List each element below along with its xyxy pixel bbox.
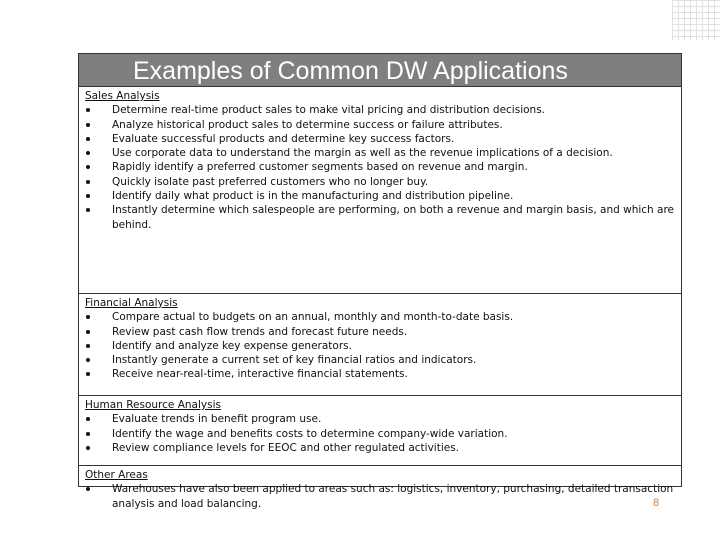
list-item [85, 160, 675, 174]
slide-title: Examples of Common DW Applications [133, 57, 568, 85]
list-item [85, 412, 675, 426]
bullet-icon [86, 137, 90, 141]
section-human-resource-analysis [79, 396, 681, 466]
bullet-icon [86, 330, 90, 334]
list-item-text: Instantly generate a current set of key financial ratios and indicators. [112, 354, 477, 367]
bullet-icon [86, 358, 90, 362]
section-heading: Sales Analysis [85, 90, 160, 102]
list-item [85, 132, 675, 146]
list-item [85, 353, 675, 367]
page-number: 8 [653, 497, 660, 509]
bullet-icon [86, 372, 90, 376]
bullet-icon [86, 208, 90, 212]
section-sales-analysis [79, 87, 681, 294]
list-item [85, 103, 675, 117]
section-heading: Financial Analysis [85, 297, 178, 309]
bullet-icon [86, 165, 90, 169]
list-item [85, 325, 675, 339]
list-item-text: Compare actual to budgets on an annual, monthly and month-to-date basis. [112, 311, 514, 324]
list-item [85, 427, 675, 441]
bullet-icon [86, 417, 90, 421]
title-bar [79, 54, 681, 87]
list-item [85, 339, 675, 353]
bullet-icon [86, 315, 90, 319]
list-item-text: Review past cash flow trends and forecast future needs. [112, 325, 408, 338]
corner-grid-decoration [672, 0, 720, 40]
list-item-text: Use corporate data to understand the margin as well as the revenue implications of a decision. [112, 147, 613, 160]
list-item-text: Rapidly identify a preferred customer segments based on revenue and margin. [112, 161, 528, 174]
bullet-icon [86, 487, 90, 491]
list-item [85, 118, 675, 132]
list-item-text: Analyze historical product sales to determine success or failure attributes. [112, 118, 503, 131]
bullet-icon [86, 446, 90, 450]
list-item [85, 203, 675, 232]
list-item-text: Instantly determine which salespeople are performing, on both a revenue and margin basis, and which are behind. [112, 204, 675, 231]
list-item-text: Identify and analyze key expense generators. [112, 339, 352, 352]
list-item-text: Evaluate successful products and determine key success factors. [112, 132, 455, 145]
bullet-icon [86, 194, 90, 198]
list-item-text: Review compliance levels for EEOC and other regulated activities. [112, 441, 460, 454]
section-financial-analysis [79, 294, 681, 396]
list-item [85, 146, 675, 160]
bullet-icon [86, 432, 90, 436]
section-heading: Human Resource Analysis [85, 399, 221, 411]
list-item-text: Receive near-real-time, interactive financial statements. [112, 368, 408, 381]
list-item [85, 441, 675, 455]
list-item-text: Identify the wage and benefits costs to determine company-wide variation. [112, 427, 508, 440]
list-item-text: Evaluate trends in benefit program use. [112, 413, 322, 426]
bullet-list [85, 103, 675, 232]
list-item [85, 482, 675, 511]
bullet-list [85, 482, 675, 511]
list-item [85, 367, 675, 381]
list-item-text: Determine real-time product sales to make vital pricing and distribution decisions. [112, 104, 545, 117]
list-item [85, 175, 675, 189]
list-item [85, 310, 675, 324]
bullet-list [85, 310, 675, 381]
bullet-icon [86, 108, 90, 112]
section-other-areas [79, 466, 681, 524]
bullet-icon [86, 180, 90, 184]
list-item-text: Identify daily what product is in the manufacturing and distribution pipeline. [112, 190, 514, 203]
bullet-icon [86, 151, 90, 155]
bullet-icon [86, 123, 90, 127]
list-item-text: Warehouses have also been applied to areas such as: logistics, inventory, purchasing, detailed transaction analysis and load balancing. [112, 483, 674, 510]
section-heading: Other Areas [85, 469, 148, 481]
bullet-list [85, 412, 675, 455]
list-item [85, 189, 675, 203]
applications-table [78, 53, 682, 510]
list-item-text: Quickly isolate past preferred customers who no longer buy. [112, 175, 429, 188]
bullet-icon [86, 344, 90, 348]
